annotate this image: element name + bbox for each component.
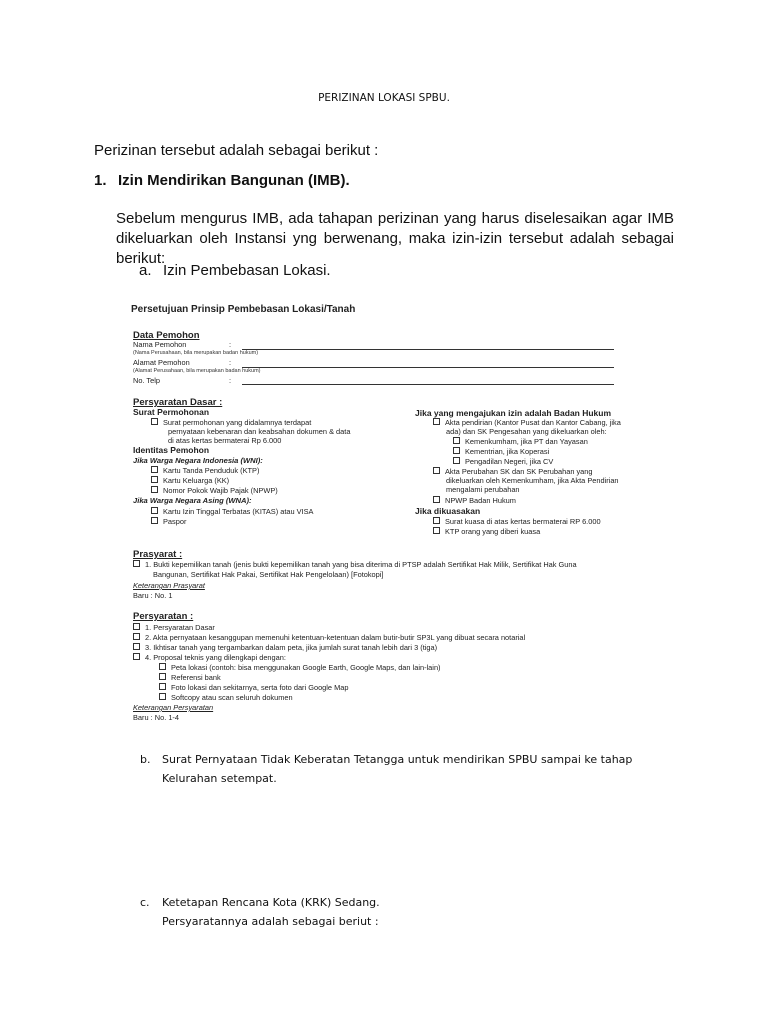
prasyarat-line-2: Bangunan, Sertifikat Hak Pakai, Sertifikat Hak Pengelolaan) [Fotokopi] [153, 570, 384, 579]
dikuasakan-heading: Jika dikuasakan [415, 506, 481, 516]
checkbox-icon [133, 643, 140, 650]
checkbox-icon [133, 560, 140, 567]
perubahan-line-3: mengalami perubahan [446, 485, 520, 494]
page-title: PERIZINAN LOKASI SPBU. [318, 92, 450, 104]
wni-heading: Jika Warga Negara Indonesia (WNI): [133, 456, 263, 465]
prasyarat-line-1: 1. Bukti kepemilikan tanah (jenis bukti kepemilikan tanah yang bisa diterima di PTSP adalah Sertifikat Hak Milik, Sertifikat Hak Guna [145, 560, 577, 569]
prasyarat-baru: Baru : No. 1 [133, 591, 173, 600]
checklist-pengadilan [453, 457, 553, 466]
keterangan-persyaratan: Keterangan Persyaratan [133, 703, 214, 712]
checklist-kementrian [453, 447, 549, 456]
checklist-ktp-kuasa [433, 527, 540, 536]
persyaratan-3 [133, 643, 437, 652]
kuasa-text: Surat kuasa di atas kertas bermaterai RP 6.000 [445, 517, 601, 526]
data-pemohon-heading: Data Pemohon [133, 330, 200, 341]
checkbox-icon [133, 653, 140, 660]
item-c [140, 893, 380, 931]
persyaratan-sub-1 [159, 663, 441, 672]
checklist-kemenkumham [453, 437, 588, 446]
checkbox-icon [159, 693, 166, 700]
persyaratan-sub-3-text: Foto lokasi dan sekitarnya, serta foto dari Google Map [171, 683, 349, 692]
checkbox-icon [151, 486, 158, 493]
telp-label: No. Telp [133, 376, 160, 385]
persyaratan-2 [133, 633, 525, 642]
item-b-text-1: Surat Pernyataan Tidak Keberatan Tetangga untuk mendirikan SPBU sampai ke tahap [162, 753, 633, 766]
persyaratan-baru: Baru : No. 1-4 [133, 713, 180, 722]
persyaratan-1 [133, 623, 215, 632]
prasyarat-item-1 [133, 560, 577, 569]
paspor-text: Paspor [163, 517, 187, 526]
checkbox-icon [433, 418, 440, 425]
checkbox-icon [433, 517, 440, 524]
ktp-kuasa-text: KTP orang yang diberi kuasa [445, 527, 541, 536]
checkbox-icon [453, 457, 460, 464]
checklist-npwp-bh [433, 496, 516, 505]
checkbox-icon [453, 447, 460, 454]
checkbox-icon [133, 633, 140, 640]
intro-text: Perizinan tersebut adalah sebagai berikut : [94, 142, 379, 159]
nama-pemohon-label: Nama Pemohon [133, 340, 187, 349]
checkbox-icon [159, 673, 166, 680]
surat-line-1: Surat permohonan yang didalamnya terdapat [163, 418, 312, 427]
checkbox-icon [151, 466, 158, 473]
kitas-text: Kartu Izin Tinggal Terbatas (KITAS) atau VISA [163, 507, 314, 516]
checklist-kk [151, 476, 229, 485]
persyaratan-sub-4-text: Softcopy atau scan seluruh dokumen [171, 693, 293, 702]
persyaratan-sub-2 [159, 673, 221, 682]
checkbox-icon [151, 517, 158, 524]
persyaratan-4-text: 4. Proposal teknis yang dilengkapi dengan: [145, 653, 286, 662]
persyaratan-dasar-heading: Persyaratan Dasar : [133, 397, 223, 408]
item-b-line-1 [140, 750, 632, 769]
section-1-number: 1. [94, 172, 107, 189]
surat-line-3: di atas kertas bermaterai Rp 6.000 [168, 436, 282, 445]
keterangan-prasyarat: Keterangan Prasyarat [133, 581, 205, 590]
section-1-paragraph: Sebelum mengurus IMB, ada tahapan perizinan yang harus diselesaikan agar IMB dikeluarkan oleh Instansi yng berwenang, maka izin-izin tersebut adalah sebagai berikut: [116, 210, 674, 267]
persyaratan-sub-2-text: Referensi bank [171, 673, 221, 682]
checkbox-icon [453, 437, 460, 444]
surat-line-2: pernyataan kebenaran dan keabsahan dokumen & data [168, 427, 351, 436]
nama-line [242, 349, 614, 350]
checklist-paspor [151, 517, 186, 526]
wna-heading: Jika Warga Negara Asing (WNA): [133, 496, 252, 505]
persyaratan-3-text: 3. Ikhtisar tanah yang tergambarkan dalam peta, jika jumlah surat tanah lebih dari 3 (tiga) [145, 643, 438, 652]
checklist-ktp [151, 466, 259, 475]
akta-line-2: ada) dan SK Pengesahan yang dikeluarkan oleh: [446, 427, 607, 436]
checkbox-icon [151, 507, 158, 514]
checkbox-icon [159, 663, 166, 670]
alamat-colon: : [229, 358, 232, 367]
persyaratan-sub-4 [159, 693, 293, 702]
checkbox-icon [159, 683, 166, 690]
item-b-label: b. [140, 753, 151, 766]
persyaratan-sub-1-text: Peta lokasi (contoh: bisa menggunakan Google Earth, Google Maps, dan lain-lain) [171, 663, 441, 672]
section-1-title: Izin Mendirikan Bangunan (IMB). [118, 172, 350, 189]
checklist-npwp [151, 486, 278, 495]
surat-permohonan-heading: Surat Permohonan [133, 407, 210, 417]
persyaratan-2-text: 2. Akta pernyataan kesanggupan memenuhi ketentuan-ketentuan dalam butir-butir SP3L yang dibuat secara notarial [145, 633, 526, 642]
perubahan-line-2: dikeluarkan oleh Kemenkumham, jika Akta Pendirian [446, 476, 619, 485]
kemenkumham-text: Kemenkumham, jika PT dan Yayasan [465, 437, 588, 446]
persyaratan-sub-3 [159, 683, 348, 692]
persyaratan-4 [133, 653, 286, 662]
checklist-surat [151, 418, 311, 427]
checkbox-icon [433, 467, 440, 474]
badan-hukum-heading: Jika yang mengajukan izin adalah Badan Hukum [415, 408, 612, 418]
persyaratan-1-text: 1. Persyaratan Dasar [145, 623, 215, 632]
checkbox-icon [133, 623, 140, 630]
ktp-text: Kartu Tanda Penduduk (KTP) [163, 466, 260, 475]
identitas-heading: Identitas Pemohon [133, 445, 210, 455]
nama-note: (Nama Perusahaan, bila merupakan badan hukum) [133, 350, 259, 356]
akta-line-1: Akta pendirian (Kantor Pusat dan Kantor Cabang, jika [445, 418, 621, 427]
item-c-line-1 [140, 893, 380, 912]
kementrian-text: Kementrian, jika Koperasi [465, 447, 550, 456]
prasyarat-heading: Prasyarat : [133, 549, 183, 560]
item-a [139, 262, 331, 279]
checkbox-icon [151, 418, 158, 425]
perubahan-line-1: Akta Perubahan SK dan SK Perubahan yang [445, 467, 593, 476]
item-b [140, 750, 632, 788]
alamat-note: (Alamat Perusahaan, bila merupakan badan hukum) [133, 368, 261, 374]
checklist-akta [433, 418, 621, 427]
checkbox-icon [433, 496, 440, 503]
npwp-bh-text: NPWP Badan Hukum [445, 496, 516, 505]
kk-text: Kartu Keluarga (KK) [163, 476, 230, 485]
item-c-text-2: Persyaratannya adalah sebagai beriut : [162, 915, 379, 928]
item-c-text-1: Ketetapan Rencana Kota (KRK) Sedang. [162, 896, 380, 909]
npwp-text: Nomor Pokok Wajib Pajak (NPWP) [163, 486, 278, 495]
section-1-heading [94, 172, 350, 189]
checkbox-icon [151, 476, 158, 483]
item-a-label: a. [139, 262, 152, 279]
alamat-line [242, 367, 614, 368]
checkbox-icon [433, 527, 440, 534]
pengadilan-text: Pengadilan Negeri, jika CV [465, 457, 554, 466]
checklist-perubahan [433, 467, 593, 476]
persyaratan-heading: Persyaratan : [133, 611, 194, 622]
item-a-text: Izin Pembebasan Lokasi. [163, 262, 331, 279]
nama-colon: : [229, 340, 232, 349]
checklist-kitas [151, 507, 313, 516]
checklist-kuasa [433, 517, 601, 526]
form-title: Persetujuan Prinsip Pembebasan Lokasi/Tanah [131, 304, 356, 315]
alamat-pemohon-label: Alamat Pemohon [133, 358, 190, 367]
telp-line [242, 384, 614, 385]
telp-colon: : [229, 376, 232, 385]
item-b-text-2: Kelurahan setempat. [162, 772, 277, 785]
item-c-label: c. [140, 896, 150, 909]
